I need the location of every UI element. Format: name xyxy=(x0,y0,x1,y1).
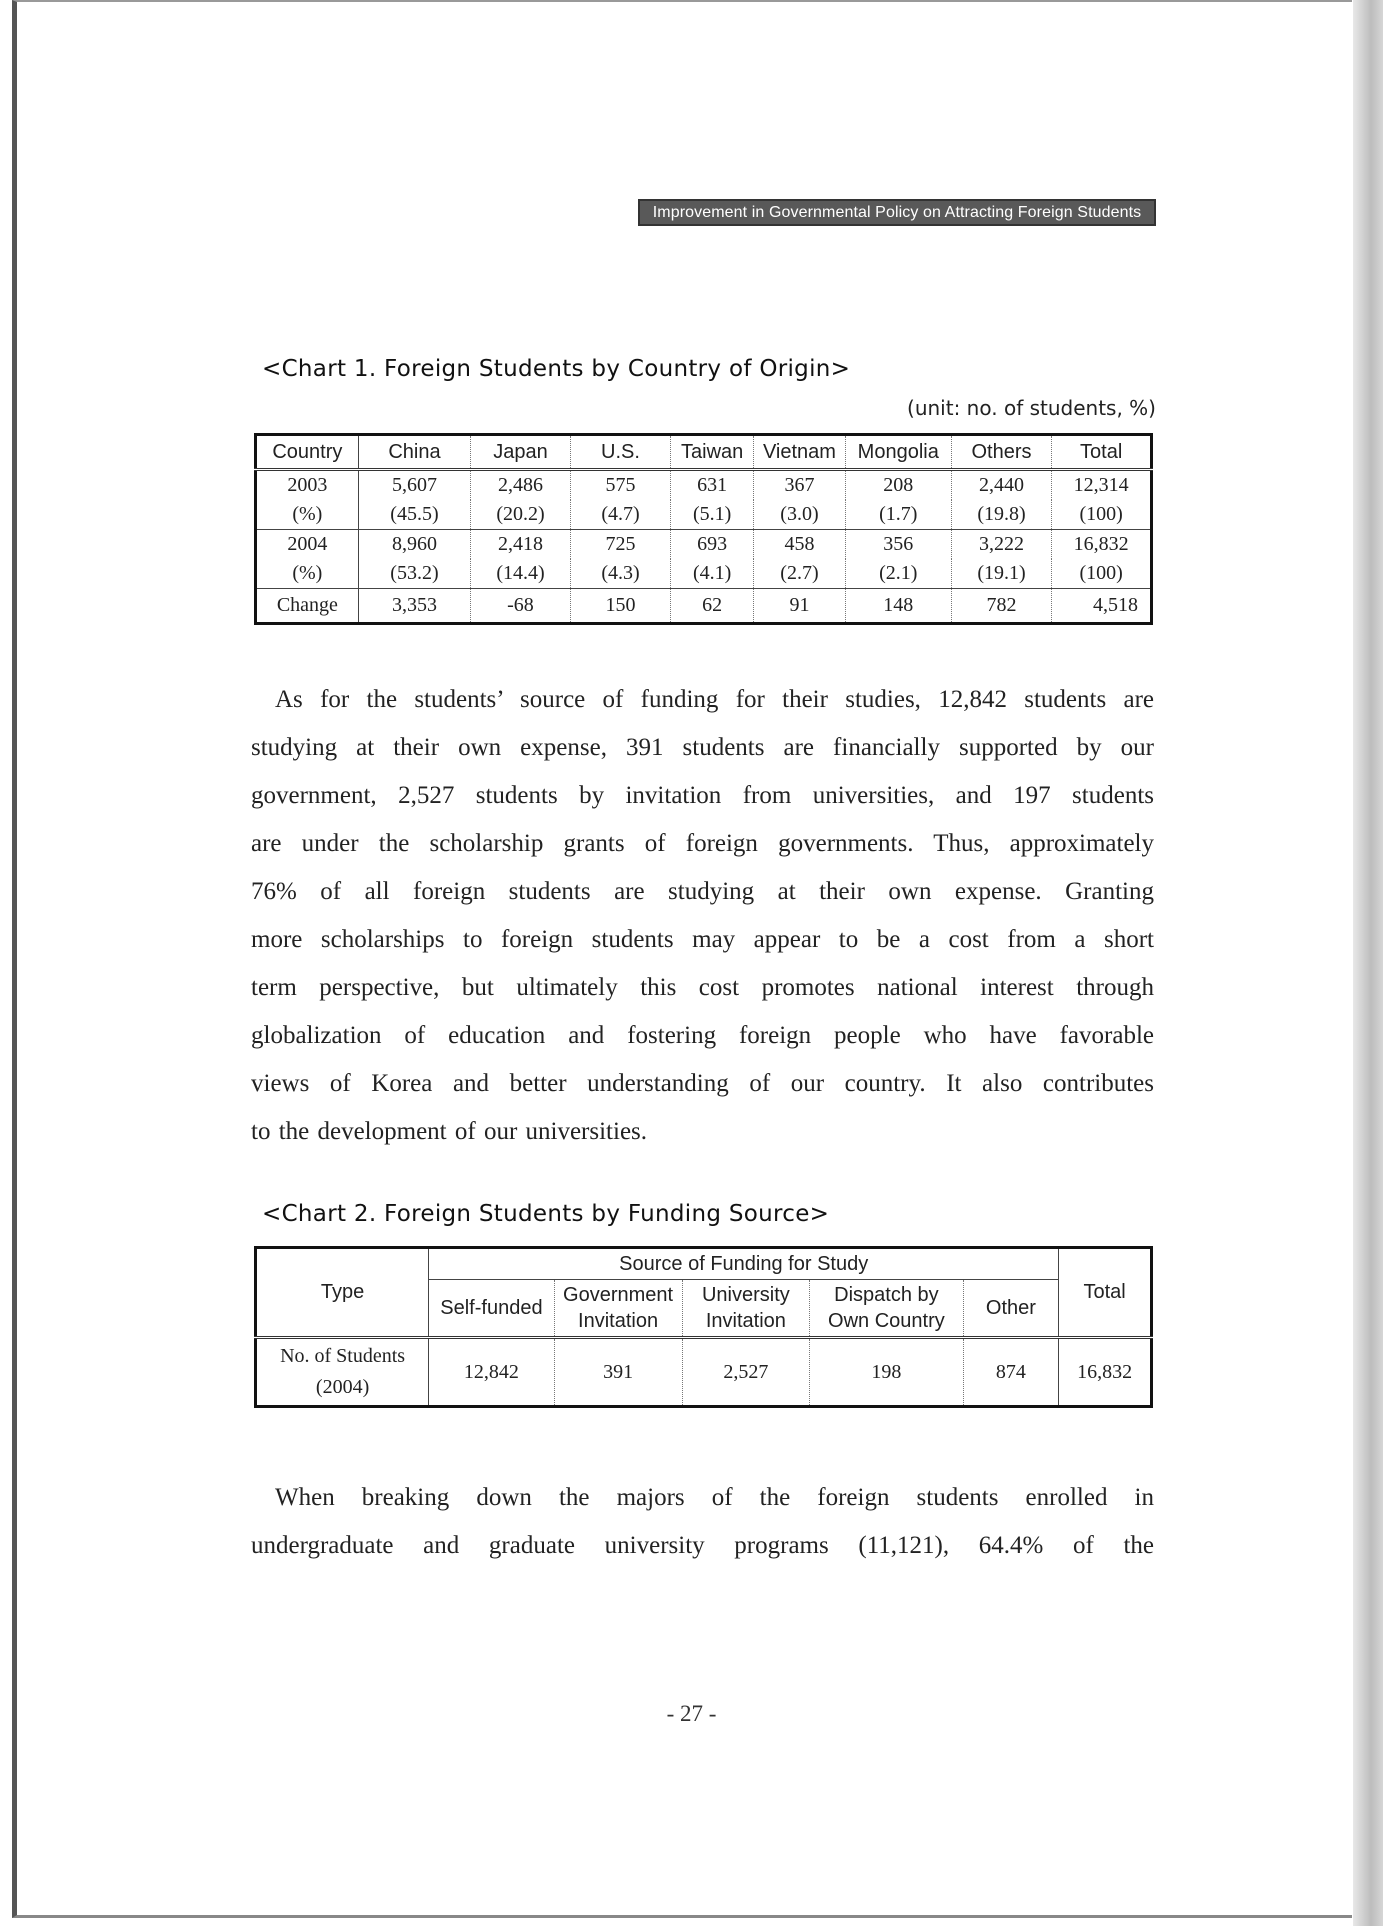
paragraph-line: term perspective, but ultimately this cost promotes national interest through xyxy=(251,974,1154,1001)
subheader-text: Other xyxy=(985,1297,1036,1319)
paragraph-line: to the development of our universities. xyxy=(251,1118,648,1145)
table-cell: 150 xyxy=(570,589,670,624)
row-label: (%) xyxy=(256,500,359,530)
table-cell: 8,960 xyxy=(358,530,470,560)
paragraph-line: studying at their own expense, 391 students are financially supported by our xyxy=(251,734,1154,761)
paragraph-line: undergraduate and graduate university programs (11,121), 64.4% of the xyxy=(251,1532,1154,1559)
chart1-header-taiwan: Taiwan xyxy=(671,435,754,470)
paragraph-line: more scholarships to foreign students may appear to be a cost from a short xyxy=(251,926,1154,953)
table-cell: (4.3) xyxy=(570,559,670,589)
table-cell: 2,440 xyxy=(951,470,1052,501)
chart1-header-vietnam: Vietnam xyxy=(754,435,846,470)
table-cell: 12,314 xyxy=(1052,470,1152,501)
table-cell: (20.2) xyxy=(471,500,571,530)
running-header-text: Improvement in Governmental Policy on Attracting Foreign Students xyxy=(652,203,1142,221)
chart2-data-row xyxy=(256,1338,1152,1407)
table-cell: 356 xyxy=(845,530,951,560)
table-cell: 12,842 xyxy=(429,1338,554,1407)
chart1-row-2004 xyxy=(256,530,1152,560)
table-cell: (1.7) xyxy=(845,500,951,530)
running-header xyxy=(638,199,1156,226)
row-label-text: (2004) xyxy=(315,1376,370,1398)
body-paragraph-1 xyxy=(251,676,1154,1156)
table-cell: (14.4) xyxy=(471,559,571,589)
chart1-header-china: China xyxy=(358,435,470,470)
table-cell: -68 xyxy=(471,589,571,624)
subheader-text: Government xyxy=(563,1284,674,1306)
chart2-subheader-dispatch xyxy=(810,1280,963,1338)
chart2-header-type: Type xyxy=(256,1248,429,1338)
subheader-text: Dispatch by xyxy=(834,1284,939,1306)
paragraph-line: government, 2,527 students by invitation from universities, and 197 students xyxy=(251,782,1154,809)
table-cell: (4.1) xyxy=(671,559,754,589)
chart1-header-us: U.S. xyxy=(570,435,670,470)
table-cell: 725 xyxy=(570,530,670,560)
page-number: - 27 - xyxy=(666,1701,717,1726)
table-cell: 2,418 xyxy=(471,530,571,560)
table-cell: (5.1) xyxy=(671,500,754,530)
table-cell: 391 xyxy=(554,1338,682,1407)
chart1-row-change xyxy=(256,589,1152,624)
chart2-subheader-university xyxy=(682,1280,810,1338)
row-label: Change xyxy=(256,589,359,624)
table-cell: (3.0) xyxy=(754,500,846,530)
table-cell: 198 xyxy=(810,1338,963,1407)
subheader-text: University xyxy=(701,1284,790,1306)
chart2-header-row xyxy=(256,1248,1152,1280)
paragraph-line: globalization of education and fostering foreign people who have favorable xyxy=(251,1022,1154,1049)
table-cell: (2.1) xyxy=(845,559,951,589)
chart1-header-total: Total xyxy=(1052,435,1152,470)
paragraph-line: As for the students’ source of funding for their studies, 12,842 students are xyxy=(275,686,1154,713)
table-cell: (19.8) xyxy=(951,500,1052,530)
chart2-header-total: Total xyxy=(1059,1248,1152,1338)
chart2-header-group: Source of Funding for Study xyxy=(429,1248,1059,1280)
table-cell: (53.2) xyxy=(358,559,470,589)
table-cell: 91 xyxy=(754,589,846,624)
chart2-row-label xyxy=(256,1338,429,1407)
table-cell: 148 xyxy=(845,589,951,624)
table-cell-total: 16,832 xyxy=(1059,1338,1152,1407)
chart2-title: <Chart 2. Foreign Students by Funding Source> xyxy=(262,1201,830,1227)
table-cell: 575 xyxy=(570,470,670,501)
table-cell: 367 xyxy=(754,470,846,501)
row-label: 2004 xyxy=(256,530,359,560)
chart1-table xyxy=(254,433,1153,625)
subheader-text: Invitation xyxy=(705,1310,786,1332)
body-paragraph-2 xyxy=(251,1474,1154,1570)
table-cell: 874 xyxy=(963,1338,1059,1407)
table-cell: 4,518 xyxy=(1052,589,1152,624)
table-cell: 3,222 xyxy=(951,530,1052,560)
chart1-row-2003 xyxy=(256,470,1152,501)
subheader-text: Invitation xyxy=(578,1310,659,1332)
chart1-unit-note: (unit: no. of students, %) xyxy=(907,396,1156,420)
chart2-table xyxy=(254,1246,1153,1408)
chart1-row-2003-pct xyxy=(256,500,1152,530)
paragraph-line: views of Korea and better understanding of our country. It also contributes xyxy=(251,1070,1154,1097)
table-cell: 2,486 xyxy=(471,470,571,501)
paragraph-line: When breaking down the majors of the foreign students enrolled in xyxy=(275,1484,1154,1511)
chart2-subheader-government xyxy=(554,1280,682,1338)
table-cell: 458 xyxy=(754,530,846,560)
table-cell: (4.7) xyxy=(570,500,670,530)
table-cell: 5,607 xyxy=(358,470,470,501)
table-cell: 16,832 xyxy=(1052,530,1152,560)
table-cell: 2,527 xyxy=(682,1338,810,1407)
table-cell: (100) xyxy=(1052,500,1152,530)
chart2-subheader-self-funded xyxy=(429,1280,554,1338)
table-cell: 3,353 xyxy=(358,589,470,624)
table-cell: (45.5) xyxy=(358,500,470,530)
chart1-row-2004-pct xyxy=(256,559,1152,589)
chart1-header-japan: Japan xyxy=(471,435,571,470)
paragraph-line: are under the scholarship grants of foreign governments. Thus, approximately xyxy=(251,830,1154,857)
chart1-header-country: Country xyxy=(256,435,359,470)
chart2-subheader-other xyxy=(963,1280,1059,1338)
chart1-header-others: Others xyxy=(951,435,1052,470)
paragraph-line: 76% of all foreign students are studying at their own expense. Granting xyxy=(251,878,1154,905)
chart1-header-mongolia: Mongolia xyxy=(845,435,951,470)
table-cell: 631 xyxy=(671,470,754,501)
table-cell: 693 xyxy=(671,530,754,560)
row-label-text: No. of Students xyxy=(280,1345,406,1367)
row-label: 2003 xyxy=(256,470,359,501)
row-label: (%) xyxy=(256,559,359,589)
table-cell: (100) xyxy=(1052,559,1152,589)
table-cell: (2.7) xyxy=(754,559,846,589)
subheader-text: Self-funded xyxy=(440,1297,543,1319)
subheader-text: Own Country xyxy=(828,1310,945,1332)
table-cell: (19.1) xyxy=(951,559,1052,589)
chart1-header-row xyxy=(256,435,1152,470)
chart1-title: <Chart 1. Foreign Students by Country of Origin> xyxy=(262,356,851,382)
table-cell: 782 xyxy=(951,589,1052,624)
page-edge-shadow xyxy=(1353,0,1383,1926)
table-cell: 208 xyxy=(845,470,951,501)
table-cell: 62 xyxy=(671,589,754,624)
